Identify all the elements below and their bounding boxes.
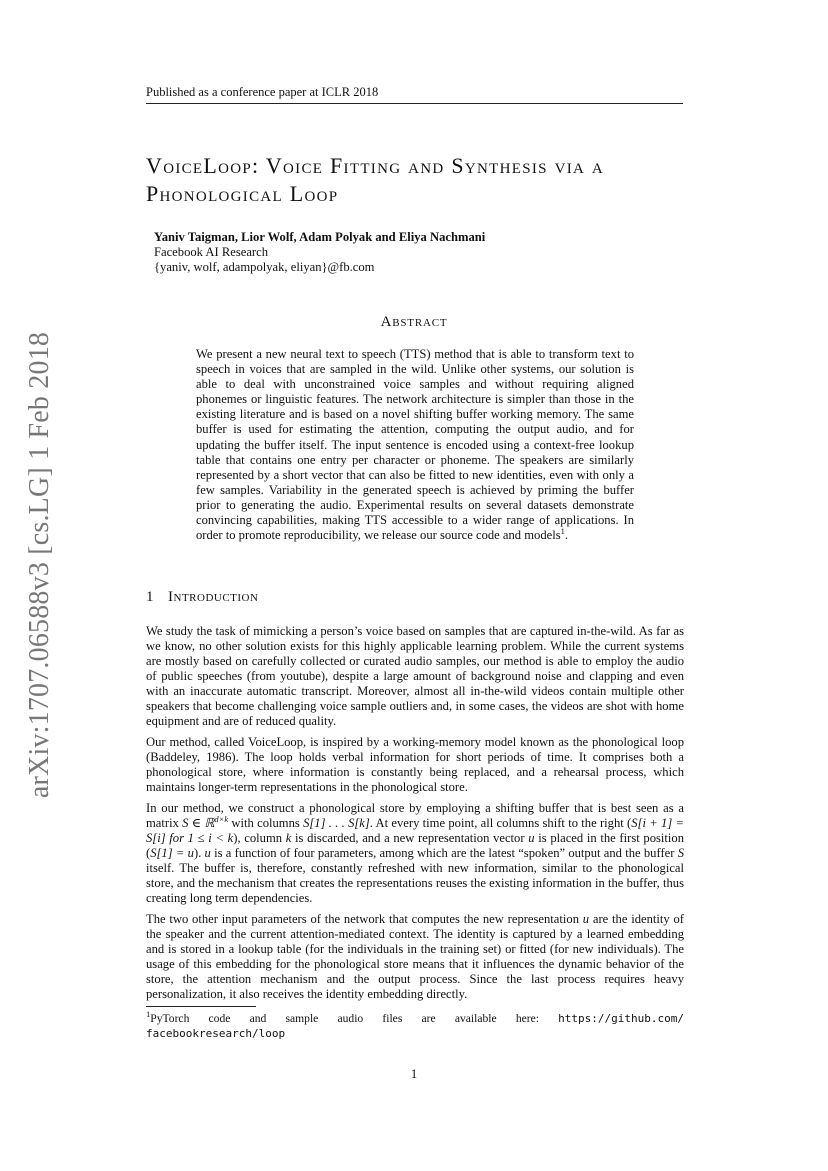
math-inline: S[1] = u xyxy=(150,846,194,860)
introduction-body xyxy=(146,624,684,1008)
text-run: is placed in the first position ( xyxy=(146,831,684,860)
abstract-end: . xyxy=(564,528,569,543)
paper-title xyxy=(146,152,706,208)
intro-p2-text: Our method, called VoiceLoop, is inspired by a working-memory model known as the phonological loop (Baddeley, 1986). The loop holds verbal information for short periods of time. It comprises both a phonological store, where information is constantly being replaced, and a rehearsal process, which maintains longer-term representations in the phonological store. xyxy=(146,735,684,794)
footnote-mark: 1 xyxy=(146,1009,151,1020)
footnote-divider xyxy=(146,1006,256,1007)
intro-paragraph-4 xyxy=(146,912,684,1002)
author-names: Yaniv Taigman, Lior Wolf, Adam Polyak and Eliya Nachmani xyxy=(154,230,486,244)
section-heading-introduction xyxy=(146,589,258,606)
footnote-line-2 xyxy=(146,1026,684,1041)
footnote-ref-1[interactable]: 1 xyxy=(560,525,565,536)
text-run: The two other input parameters of the network that computes the new representation xyxy=(146,912,583,926)
title-line-2: Phonological Loop xyxy=(146,181,339,206)
intro-paragraph-3 xyxy=(146,801,684,906)
text-run: itself. The buffer is, therefore, constantly refreshed with new information, similar to the phonological store, and the mechanism that creates the representations reuses the existing information in the buffer, thus creating long term dependencies. xyxy=(146,861,684,905)
abstract-heading: Abstract xyxy=(380,314,448,330)
math-inline: S ∈ ℝ xyxy=(182,816,215,830)
page-number: 1 xyxy=(410,1067,418,1081)
section-number: 1 xyxy=(146,589,154,605)
math-inline: u xyxy=(528,831,535,845)
footnote-link[interactable]: https://github.com/ xyxy=(558,1012,684,1025)
intro-paragraph-2 xyxy=(146,735,684,795)
text-run: In our method, we construct a phonological store by employing a shifting buffer that is best seen as a matrix xyxy=(146,801,684,830)
author-email: {yaniv, wolf, adampolyak, eliyan}@fb.com xyxy=(154,260,375,274)
abstract-body xyxy=(196,347,634,543)
text-run: is a function of four parameters, among which are the latest “spoken” output and the buffer xyxy=(210,846,678,860)
section-title: Introduction xyxy=(168,589,259,605)
running-header: Published as a conference paper at ICLR 2018 xyxy=(146,85,683,104)
math-superscript: d×k xyxy=(214,813,229,824)
math-inline: u xyxy=(582,912,590,926)
math-inline: S xyxy=(677,846,684,860)
text-run: . At every time point, all columns shift to the right ( xyxy=(369,816,632,830)
footnote-link-continued[interactable]: facebookresearch/loop xyxy=(146,1027,286,1040)
arxiv-identifier[interactable]: arXiv:1707.06588v3 [cs.LG] 1 Feb 2018 xyxy=(24,331,55,799)
abstract-text: We present a new neural text to speech (TTS) method that is able to transform text to speech in voices that are sampled in the wild. Unlike other systems, our solution is able to deal with unconstrained voice samples and without requiring aligned phonemes or linguistic features. The network architecture is simpler than those in the existing literature and is based on a novel shifting buffer working memory. The same buffer is used for estimating the attention, computing the output audio, and for updating the buffer itself. The input sentence is encoded using a context-free lookup table that contains one entry per character or phoneme. The speakers are similarly represented by a short vector that can also be fitted to new identities, even with only a few samples. Variability in the generated speech is achieved by priming the buffer prior to generating the audio. Experimental results on several datasets demonstrate convincing capabilities, making TTS accessible to a wider range of applications. In order to promote reproducibility, we release our source code and models xyxy=(196,347,634,543)
author-block xyxy=(154,230,485,275)
title-line-1: VoiceLoop: Voice Fitting and Synthesis via a xyxy=(146,153,605,178)
text-run: is discarded, and a new representation vector xyxy=(291,831,529,845)
footnote-text: PyTorch code and sample audio files are available here: xyxy=(150,1012,539,1025)
math-inline: S[i + 1] = S[i] for 1 ≤ i < k xyxy=(146,816,685,845)
text-run: ). xyxy=(193,846,205,860)
math-inline: k xyxy=(285,831,292,845)
math-inline: S[1] . . . S[k] xyxy=(303,816,370,830)
text-run: with columns xyxy=(228,816,304,830)
math-inline: u xyxy=(204,846,211,860)
footnote-line-1 xyxy=(146,1011,684,1026)
intro-paragraph-1: We study the task of mimicking a person’s voice based on samples that are captured in-the-wild. As far as we know, no other solution exists for this highly applicable learning problem. While the current systems are mostly based on carefully collected or curated audio samples, our method is able to employ the audio of public speeches (from youtube), despite a large amount of background noise and clapping and even with an inaccurate automatic transcript. Moreover, almost all in-the-wild videos contain multiple other speakers that become challenging voice sample outliers and, in some cases, the videos are shot with home equipment and are of reduced quality. xyxy=(146,624,684,728)
author-affiliation: Facebook AI Research xyxy=(154,245,269,259)
footnote-1 xyxy=(146,1011,684,1041)
text-run: are the identity of the speaker and the current attention-mediated context. The identity is captured by a learned embedding and is stored in a lookup table (for the individuals in the training set) or fitted (for new individuals). The usage of this embedding for the phonological store means that it influences the dynamic behavior of the store, the attention mechanism and the output process. Since the last process requires heavy personalization, it also receives the identity embedding directly. xyxy=(146,912,684,1001)
text-run: ), column xyxy=(233,831,286,845)
